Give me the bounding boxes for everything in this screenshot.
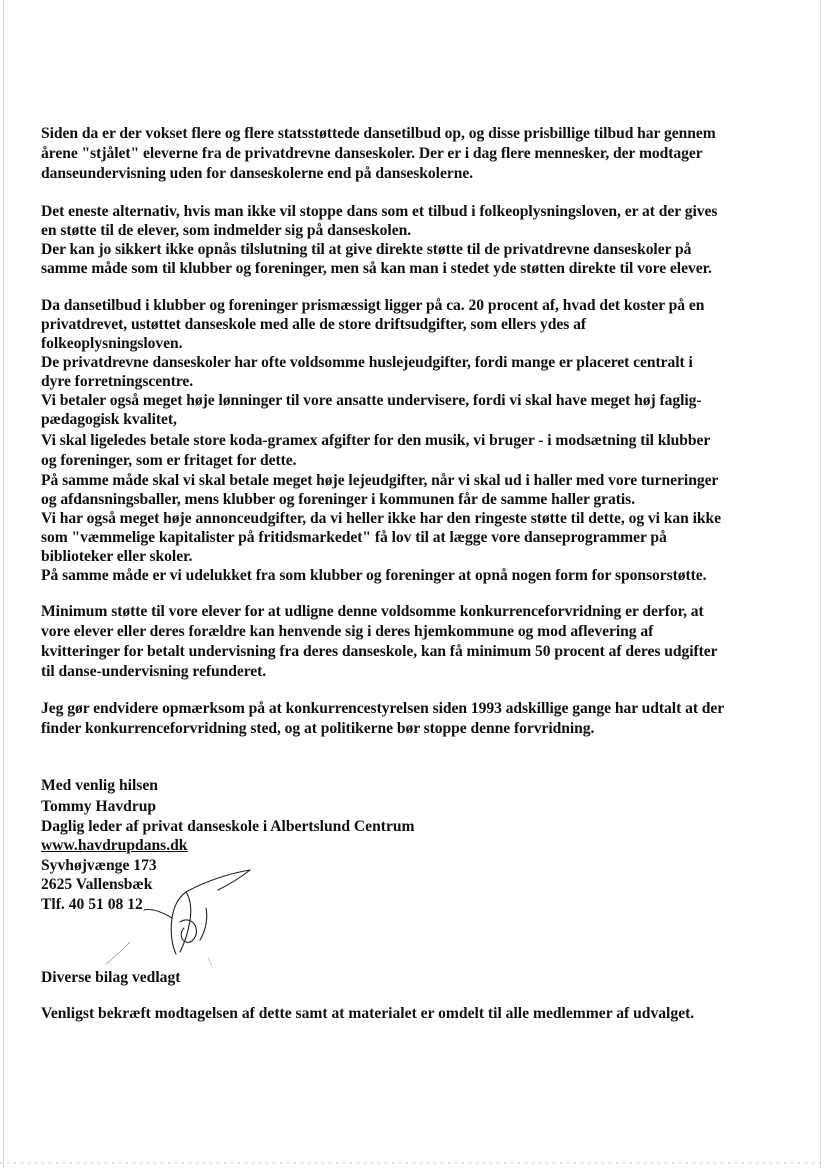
- text-line: folkeoplysningsloven.: [41, 335, 183, 352]
- text-line: årene "stjålet" eleverne fra de privatdrevne danseskoler. Der er i dag flere mennesker, der modtager: [41, 145, 703, 162]
- text-line: På samme måde skal vi skal betale meget høje lejeudgifter, når vi skal ud i haller med vore turneringer: [41, 472, 719, 489]
- text-line: biblioteker eller skoler.: [41, 548, 193, 565]
- greeting: Med venlig hilsen: [41, 777, 158, 794]
- scan-edge-left: [3, 0, 4, 1168]
- scan-edge-right: [820, 0, 821, 1168]
- text-line: De privatdrevne danseskoler har ofte voldsomme huslejeudgifter, fordi mange er placeret centralt i: [41, 354, 693, 371]
- signature-image: [100, 862, 260, 967]
- phone-number: Tlf. 40 51 08 12: [41, 896, 143, 913]
- text-line: Vi skal ligeledes betale store koda-gramex afgifter for den musik, vi bruger - i modsætning til klubber: [41, 432, 711, 449]
- text-line: dyre forretningscentre.: [41, 373, 194, 390]
- text-line: finder konkurrenceforvridning sted, og at politikerne bør stoppe denne forvridning.: [41, 720, 595, 737]
- final-request: Venligst bekræft modtagelsen af dette samt at materialet er omdelt til alle medlemmer af udvalget.: [41, 1005, 695, 1022]
- text-line: pædagogisk kvalitet,: [41, 411, 177, 428]
- street-address: Syvhøjvænge 173: [41, 857, 157, 874]
- text-line: privatdrevet, ustøttet danseskole med alle de store driftsudgifter, som ellers ydes af: [41, 316, 587, 333]
- text-line: Siden da er der vokset flere og flere statsstøttede dansetilbud op, og disse prisbillige tilbud har gennem: [41, 125, 716, 142]
- text-line: danseundervisning uden for danseskolerne end på danseskolerne.: [41, 165, 474, 182]
- sender-name: Tommy Havdrup: [41, 798, 157, 815]
- text-line: til danse-undervisning refunderet.: [41, 663, 267, 680]
- scan-bottom-edge: [0, 1162, 825, 1164]
- text-line: Da dansetilbud i klubber og foreninger prismæssigt ligger på ca. 20 procent af, hvad det koster på en: [41, 297, 705, 314]
- text-line: vore elever eller deres forældre kan henvende sig i deres hjemkommune og mod aflevering af: [41, 623, 654, 640]
- text-line: På samme måde er vi udelukket fra som klubber og foreninger at opnå nogen form for sponsorstøtte.: [41, 567, 707, 584]
- website-link[interactable]: www.havdrupdans.dk: [41, 837, 188, 854]
- sender-title: Daglig leder af privat danseskole i Albertslund Centrum: [41, 818, 415, 835]
- text-line: som "væmmelige kapitalister på fritidsmarkedet" få lov til at lægge vore danseprogrammer på: [41, 529, 667, 546]
- text-line: Jeg gør endvidere opmærksom på at konkurrencestyrelsen siden 1993 adskillige gange har udtalt at der: [41, 700, 725, 717]
- text-line: og afdansningsballer, mens klubber og foreninger i kommunen får de samme haller gratis.: [41, 491, 636, 508]
- text-line: Vi betaler også meget høje lønninger til vore ansatte undervisere, fordi vi skal have meget høj faglig-: [41, 392, 702, 409]
- text-line: Minimum støtte til vore elever for at udligne denne voldsomme konkurrenceforvridning er derfor, at: [41, 603, 704, 620]
- text-line: og foreninger, som er fritaget for dette.: [41, 452, 297, 469]
- text-line: Det eneste alternativ, hvis man ikke vil stoppe dans som et tilbud i folkeoplysningsloven, er at der gives: [41, 203, 718, 220]
- attachments-note: Diverse bilag vedlagt: [41, 969, 181, 986]
- text-line: Vi har også meget høje annonceudgifter, da vi heller ikke har den ringeste støtte til dette, og vi kan ikke: [41, 510, 722, 527]
- text-line: Der kan jo sikkert ikke opnås tilslutning til at give direkte støtte til de privatdrevne danseskoler på: [41, 241, 692, 258]
- text-line: kvitteringer for betalt undervisning fra deres danseskole, kan få minimum 50 procent af deres udgifter: [41, 643, 718, 660]
- city-address: 2625 Vallensbæk: [41, 876, 153, 893]
- text-line: en støtte til de elever, som indmelder sig på danseskolen.: [41, 222, 412, 239]
- text-line: samme måde som til klubber og foreninger, men så kan man i stedet yde støtten direkte til vore elever.: [41, 260, 712, 277]
